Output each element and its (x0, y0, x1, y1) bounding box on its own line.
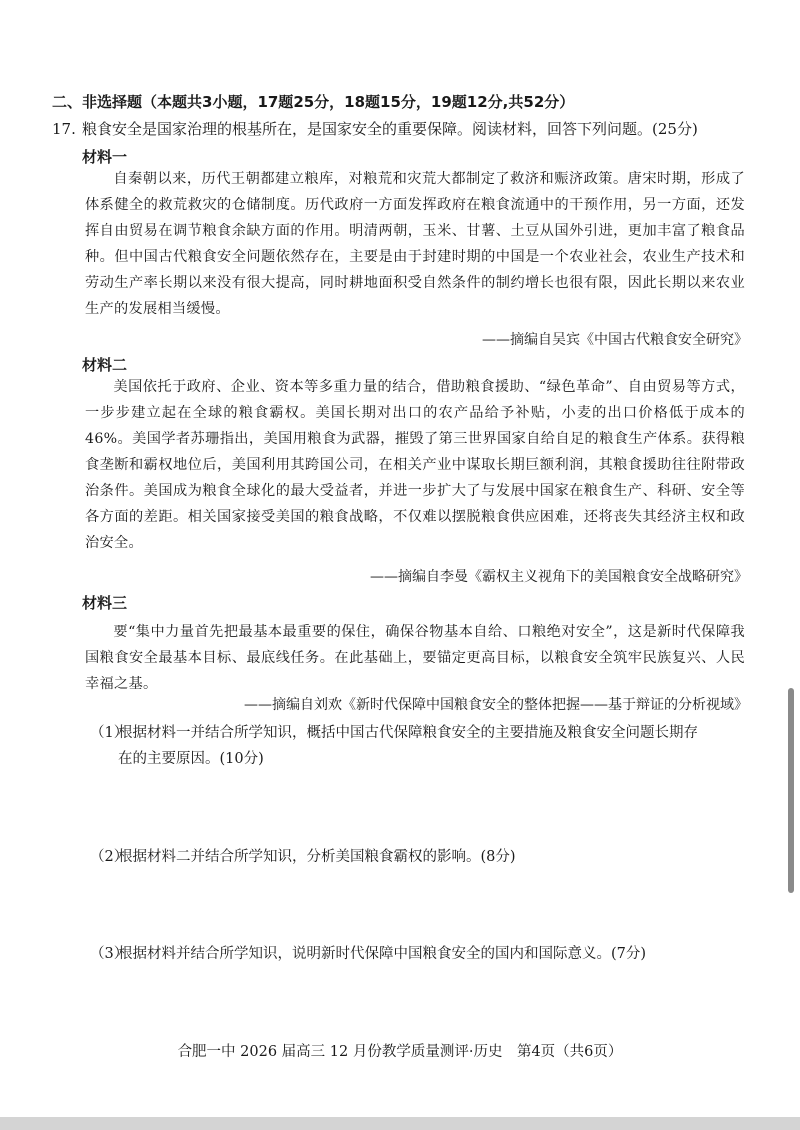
material-1-text: 自秦朝以来，历代王朝都建立粮库，对粮荒和灾荒大都制定了救济和赈济政策。唐宋时期，形成了体系健全的救荒救灾的仓储制度。历代政府一方面发挥政府在粮食流通中的干预作用，另一方面，还发挥自由贸易在调节粮食余缺方面的作用。明清两朝，玉米、甘薯、土豆从国外引进，更加丰富了粮食品种。但中国古代粮食安全问题依然存在，主要是由于封建时期的中国是一个农业社会，农业生产技术和劳动生产率长期以来没有很大提高，同时耕地面积受自然条件的制约增长也很有限，因此长期以来农业生产的发展相当缓慢。 (85, 171, 745, 317)
sub-question-3 (90, 941, 750, 967)
material-1-source: ——摘编自吴宾《中国古代粮食安全研究》 (482, 332, 748, 348)
scrollbar-thumb[interactable] (788, 688, 794, 893)
material-3-label: 材料三 (82, 594, 128, 612)
sub-question-1-number: （1） (90, 725, 129, 741)
sub-question-1-line2: 在的主要原因。(10分) (118, 751, 264, 767)
sub-question-1-line1: 根据材料一并结合所学知识，概括中国古代保障粮食安全的主要措施及粮食安全问题长期存 (118, 725, 698, 741)
material-1-label: 材料一 (82, 148, 128, 166)
sub-question-3-line1: 根据材料并结合所学知识，说明新时代保障中国粮食安全的国内和国际意义。(7分) (118, 946, 647, 962)
sub-question-2-number: （2） (90, 849, 129, 865)
sub-question-3-number: （3） (90, 946, 129, 962)
material-2-text: 美国依托于政府、企业、资本等多重力量的结合，借助粮食援助、“绿色革命”、自由贸易等方式，一步步建立起在全球的粮食霸权。美国长期对出口的农产品给予补贴，小麦的出口价格低于成本的 46%。美国学者苏珊指出，美国用粮食为武器，摧毁了第三世界国家自给自足的粮食生产体系。获得粮食垄断和霸权地位后，美国利用其跨国公司，在相关产业中谋取长期巨额利润，其粮食援助往往附带政治条件。美国成为粮食全球化的最大受益者，并进一步扩大了与发展中国家在粮食生产、科研、安全等各方面的差距。相关国家接受美国的粮食战略，不仅难以摆脱粮食供应困难，还将丧失其经济主权和政治安全。 (85, 379, 745, 551)
material-3-source: ——摘编自刘欢《新时代保障中国粮食安全的整体把握——基于辩证的分析视域》 (244, 697, 748, 713)
page-footer: 合肥一中 2026 届高三 12 月份教学质量测评·历史 第4页（共6页） (177, 1044, 623, 1060)
sub-question-1 (90, 720, 750, 772)
material-3-text: 要“集中力量首先把最基本最重要的保住，确保谷物基本自给、口粮绝对安全”，这是新时代保障我国粮食安全最基本目标、最底线任务。在此基础上，要锚定更高目标，以粮食安全筑牢民族复兴、人民幸福之基。 (85, 624, 745, 692)
question-text: 粮食安全是国家治理的根基所在，是国家安全的重要保障。阅读材料，回答下列问题。(25分) (82, 120, 698, 138)
bottom-bar (0, 1117, 800, 1130)
section-title: 二、非选择题（本题共3小题，17题25分，18题15分，19题12分,共52分） (52, 93, 575, 111)
sub-question-2 (90, 844, 750, 870)
material-2-source: ——摘编自李曼《霸权主义视角下的美国粮食安全战略研究》 (370, 569, 748, 585)
question-number: 17. (52, 120, 76, 138)
question-stem (52, 118, 698, 139)
material-2-label: 材料二 (82, 356, 128, 374)
scrollbar[interactable] (786, 0, 796, 1115)
sub-question-2-line1: 根据材料二并结合所学知识，分析美国粮食霸权的影响。(8分) (118, 849, 516, 865)
